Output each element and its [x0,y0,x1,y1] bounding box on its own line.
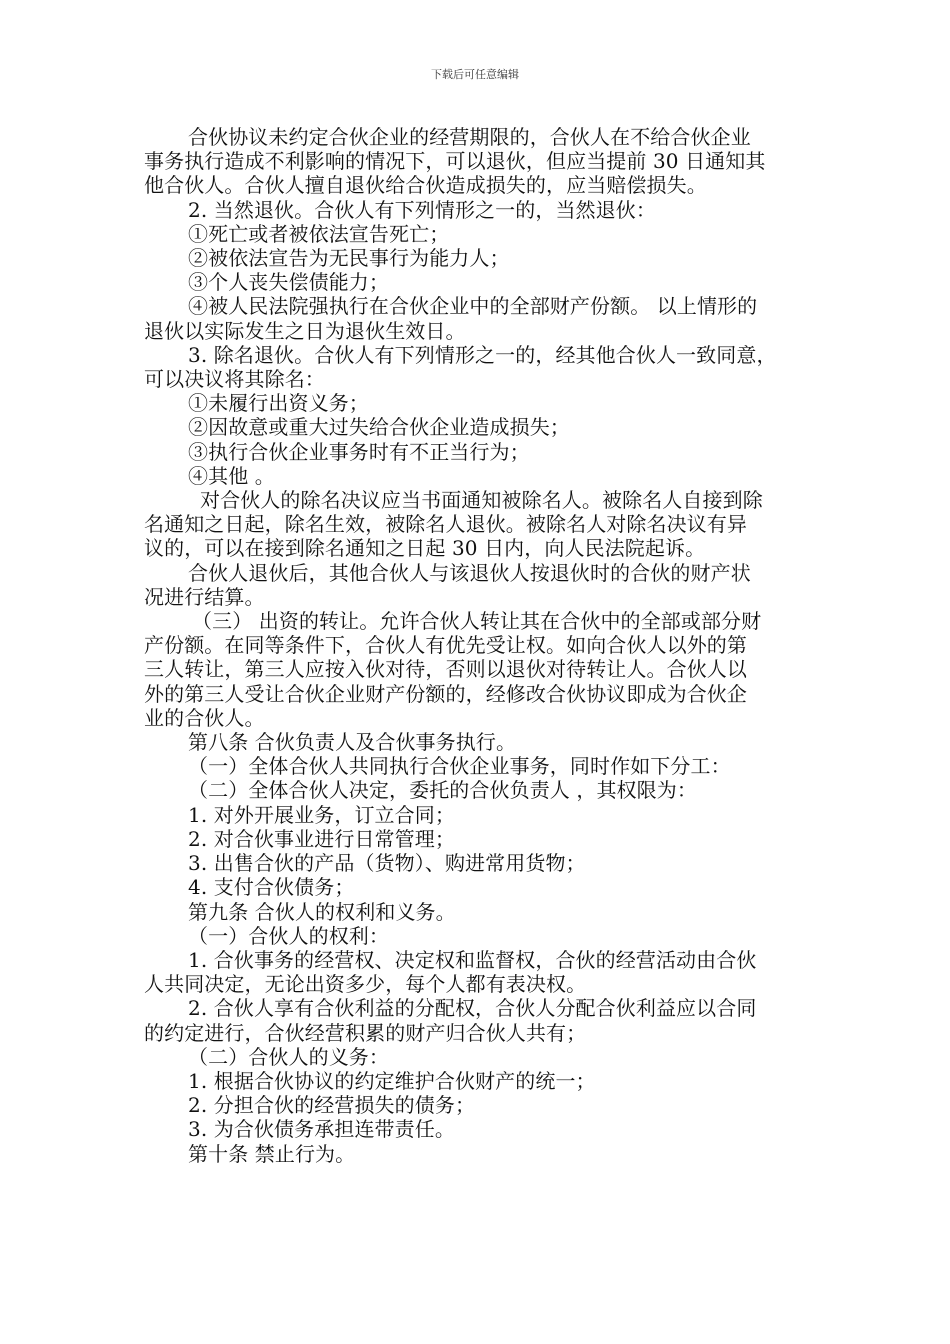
paragraph-line: 3. 除名退伙。合伙人有下列情形之一的，经其他合伙人一致同意， [188,342,777,367]
list-item: ④其他 。 [188,463,275,488]
list-item: 2. 对合伙事业进行日常管理； [188,826,455,851]
article-heading: 第十条 禁止行为。 [188,1141,356,1166]
list-item: ①未履行出资义务； [188,391,369,416]
paragraph-line: 人共同决定，无论出资多少，每个人都有表决权。 [144,972,587,997]
paragraph-line: 可以决议将其除名： [144,367,325,392]
list-item: 2. 合伙人享有合伙利益的分配权，合伙人分配合伙利益应以合同 [188,996,757,1021]
paragraph-line: 他合伙人。合伙人擅自退伙给合伙造成损失的，应当赔偿损失。 [144,173,707,198]
paragraph-line: 退伙以实际发生之日为退伙生效日。 [144,318,466,343]
paragraph-line: （一）合伙人的权利： [188,923,389,948]
paragraph-line: 况进行结算。 [144,584,265,609]
list-item: 3. 出售合伙的产品（货物）、购进常用货物； [188,851,586,876]
list-item: ④被人民法院强执行在合伙企业中的全部财产份额。 以上情形的 [188,294,758,319]
paragraph-line: 议的，可以在接到除名通知之日起 30 日内，向人民法院起诉。 [144,536,706,561]
list-item: ③个人丧失偿债能力； [188,270,389,295]
paragraph-line: （三） 出资的转让。允许合伙人转让其在合伙中的全部或部分财 [192,609,762,634]
paragraph-line: 名通知之日起，除名生效，被除名人退伙。被除名人对除名决议有异 [144,512,747,537]
list-item: 1. 根据合伙协议的约定维护合伙财产的统一； [188,1068,596,1093]
list-item: 1. 合伙事务的经营权、决定权和监督权，合伙的经营活动由合伙 [188,947,757,972]
document-body [144,125,816,1166]
list-item: ③执行合伙企业事务时有不正当行为； [188,439,530,464]
paragraph-line: 的约定进行，合伙经营积累的财产归合伙人共有； [144,1020,587,1045]
paragraph-line: 外的第三人受让合伙企业财产份额的，经修改合伙协议即成为合伙企 [144,681,747,706]
list-item: ②被依法宣告为无民事行为能力人； [188,246,510,271]
paragraph-line: 三人转让，第三人应按入伙对待，否则以退伙对待转让人。合伙人以 [144,657,747,682]
paragraph-line: （二）全体合伙人决定，委托的合伙负责人 ，其权限为： [188,778,697,803]
list-item: 3. 为合伙债务承担连带责任。 [188,1117,455,1142]
paragraph-line: （一）全体合伙人共同执行合伙企业事务，同时作如下分工： [188,754,731,779]
paragraph-line: 对合伙人的除名决议应当书面通知被除名人。被除名人自接到除 [200,488,763,513]
list-item: 2. 分担合伙的经营损失的债务； [188,1093,476,1118]
paragraph-line: 合伙协议未约定合伙企业的经营期限的，合伙人在不给合伙企业 [188,125,751,149]
paragraph-line: 合伙人退伙后，其他合伙人与该退伙人按退伙时的合伙的财产状 [188,560,751,585]
paragraph-line: 产份额。在同等条件下，合伙人有优先受让权。如向合伙人以外的第 [144,633,747,658]
list-item: 1. 对外开展业务，订立合同； [188,802,455,827]
list-item: ②因故意或重大过失给合伙企业造成损失； [188,415,570,440]
article-heading: 第九条 合伙人的权利和义务。 [188,899,456,924]
page-header: 下载后可任意编辑 [431,68,519,81]
list-item: 4. 支付合伙债务； [188,875,355,900]
paragraph-line: （二）合伙人的义务： [188,1044,389,1069]
list-item: ①死亡或者被依法宣告死亡； [188,221,450,246]
paragraph-line: 2. 当然退伙。合伙人有下列情形之一的，当然退伙： [188,197,656,222]
article-heading: 第八条 合伙负责人及合伙事务执行。 [188,730,517,755]
paragraph-line: 事务执行造成不利影响的情况下，可以退伙，但应当提前 30 日通知其 [144,149,766,174]
paragraph-line: 业的合伙人。 [144,705,265,730]
